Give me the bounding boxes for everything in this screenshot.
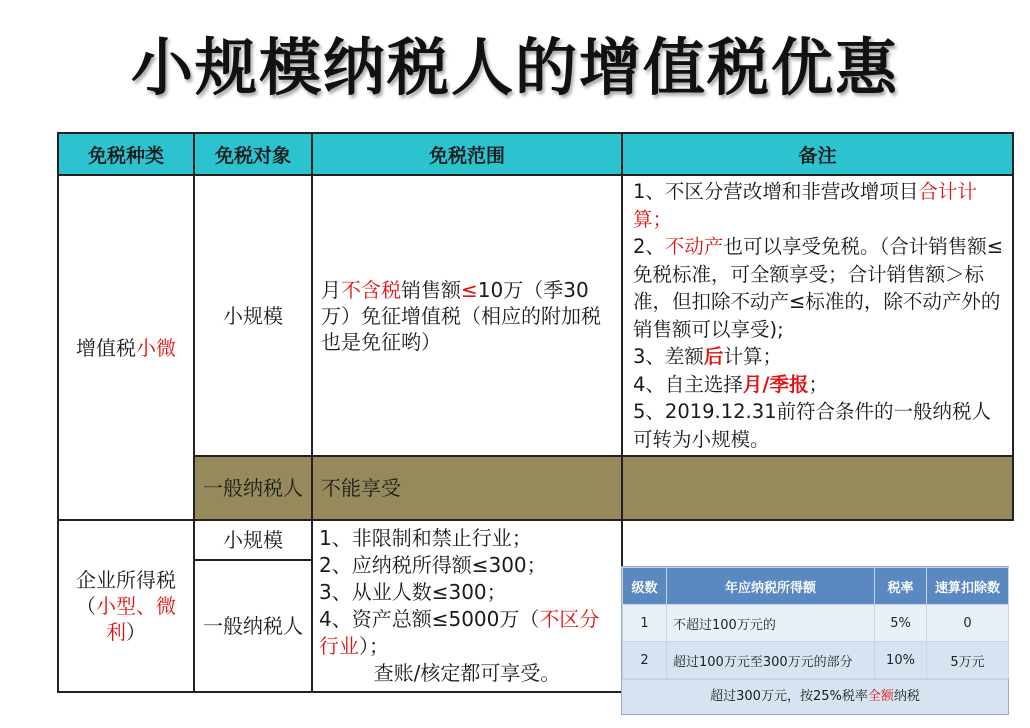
note-text: 3、差额 (633, 345, 704, 368)
note-text: 1、不区分营改增和非营改增项目 (633, 180, 919, 203)
note-2 (633, 233, 1004, 343)
note-3 (633, 343, 1004, 371)
tax-rate-table (621, 566, 1009, 715)
rate-cell: 10% (875, 642, 927, 679)
cit-scope (312, 520, 622, 692)
vat-category-label: 增值税 (76, 335, 136, 360)
note-highlight: 月/季报 (742, 372, 809, 396)
rate-footer-highlight: 全额 (867, 689, 894, 704)
cit-general-target: 一般纳税人 (194, 560, 312, 692)
note-text: ； (808, 372, 829, 396)
cit-category-label: ） (126, 620, 146, 644)
cit-category-cell (58, 520, 194, 692)
scope-highlight: ≤ (461, 277, 478, 302)
rate-header-row (623, 568, 1009, 605)
scope-text: 4、资产总额≤5000万（ (319, 607, 540, 631)
scope-line: 查账/核定都可享受。 (373, 661, 561, 685)
note-text: 计算； (723, 345, 782, 368)
rate-footer (622, 679, 1008, 714)
scope-line: 2、应纳税所得额≤300； (319, 553, 547, 577)
cit-small-target: 小规模 (194, 520, 312, 560)
table-header-row (58, 133, 1013, 175)
rate-cell: 0 (927, 605, 1009, 642)
vat-general-scope: 不能享受 (312, 456, 622, 520)
vat-general-target: 一般纳税人 (194, 456, 312, 520)
note-5: 5、2019.12.31前符合条件的一般纳税人可转为小规模。 (633, 400, 992, 451)
rate-row (623, 605, 1009, 642)
rate-cell: 5% (875, 605, 927, 642)
scope-text: 10万（季30万）免征增值税（相应的附加税也是免征哟） (321, 277, 601, 354)
rate-cell: 2 (623, 642, 667, 679)
note-highlight: 合计计算； (633, 180, 977, 231)
scope-text: ）； (359, 634, 389, 658)
note-text: 也可以享受免税。（合计销售额≤免税标准，可全额享受；合计销售额＞标准，但扣除不动产≤标准的，除不动产外的销售额可以享受); (633, 235, 1004, 341)
note-highlight: 不动产 (664, 235, 724, 258)
cit-category-label: 企业所得税（ (76, 568, 176, 618)
scope-highlight: 不区分行业 (319, 607, 600, 658)
rate-cell: 不超过100万元的 (667, 605, 875, 642)
rate-cell: 1 (623, 605, 667, 642)
scope-text: 销售额 (401, 277, 461, 302)
vat-small-scope (312, 175, 622, 456)
note-4 (633, 371, 1004, 399)
note-text: 2、 (633, 235, 665, 258)
rate-header: 税率 (875, 568, 927, 605)
scope-line: 1、非限制和禁止行业； (319, 526, 532, 550)
rate-cell: 5万元 (927, 642, 1009, 679)
scope-line (319, 606, 615, 660)
rate-cell: 超过100万元至300万元的部分 (667, 642, 875, 679)
table-row (58, 175, 1013, 456)
page-title: 小规模纳税人的增值税优惠 (130, 31, 899, 104)
scope-text: 月 (321, 277, 341, 302)
rate-row (623, 642, 1009, 679)
note-highlight: 后 (703, 345, 724, 368)
scope-line: 3、从业人数≤300； (319, 580, 507, 604)
rate-header: 级数 (623, 568, 667, 605)
header-category: 免税种类 (58, 133, 194, 175)
cit-category-highlight: 小型、微利 (96, 594, 176, 644)
rate-footer-text: 纳税 (893, 689, 920, 704)
table-row (58, 456, 1013, 520)
vat-notes (622, 175, 1013, 456)
rate-header: 速算扣除数 (927, 568, 1009, 605)
vat-category-cell (58, 175, 194, 520)
vat-category-highlight: 小微 (136, 335, 176, 360)
note-1 (633, 178, 1004, 233)
scope-highlight: 不含税 (341, 277, 401, 302)
vat-general-notes (622, 456, 1013, 520)
vat-small-target: 小规模 (194, 175, 312, 456)
table-row (58, 520, 1013, 560)
rate-footer-text: 超过300万元，按25%税率 (710, 689, 868, 704)
rate-header: 年应纳税所得额 (667, 568, 875, 605)
note-text: 4、自主选择 (633, 372, 743, 396)
header-target: 免税对象 (194, 133, 312, 175)
header-notes: 备注 (622, 133, 1013, 175)
header-scope: 免税范围 (312, 133, 622, 175)
